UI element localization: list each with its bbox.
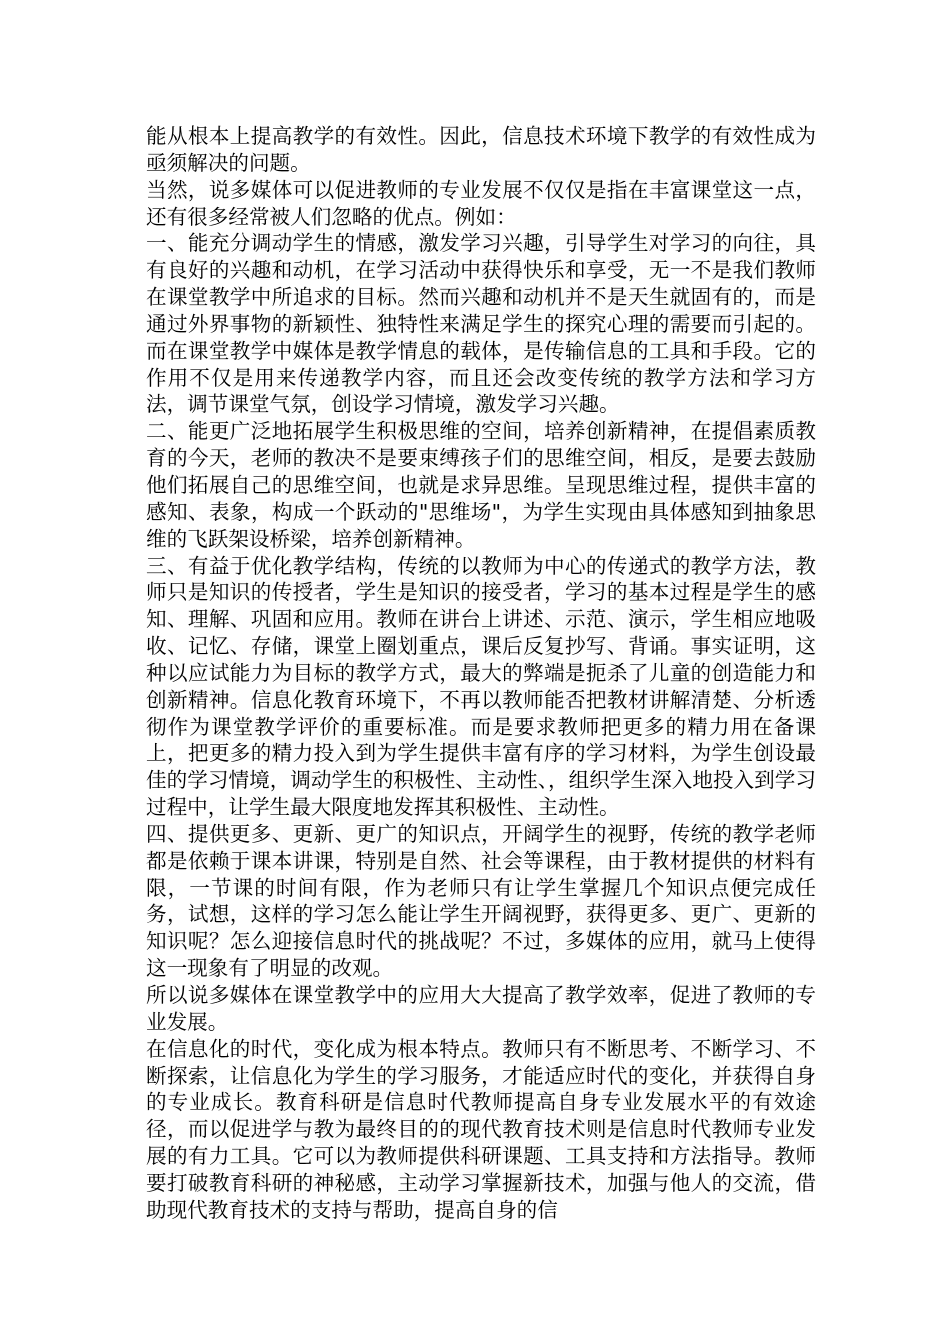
paragraph-information-age: 在信息化的时代，变化成为根本特点。教师只有不断思考、不断学习、不断探索，让信息化为学生的学习服务，才能适应时代的变化，并获得自身的专业成长。教育科研是信息时代教师提高自身专业发展水平的有效途径，而以促进学与教为最终目的的现代教育技术则是信息时代教师专业发展的有力工具。它可以为教师提供科研课题、工具支持和方法指导。教师要打破教育科研的神秘感，主动学习掌握新技术，加强与他人的交流，借助现代教育技术的支持与帮助，提高自身的信 [146,1036,816,1222]
paragraph-advantages-intro: 当然，说多媒体可以促进教师的专业发展不仅仅是指在丰富课堂这一点，还有很多经常被人们忽略的优点。例如： [146,177,816,229]
paragraph-point-three: 三、有益于优化教学结构，传统的以教师为中心的传递式的教学方法，教师只是知识的传授者，学生是知识的接受者，学习的基本过程是学生的感知、理解、巩固和应用。教师在讲台上讲述、示范、演示，学生相应地吸收、记忆、存储，课堂上圈划重点，课后反复抄写、背诵。事实证明，这种以应试能力为目标的教学方式，最大的弊端是扼杀了儿童的创造能力和创新精神。信息化教育环境下，不再以教师能否把教材讲解清楚、分析透彻作为课堂教学评价的重要标准。而是要求教师把更多的精力用在备课上，把更多的精力投入到为学生提供丰富有序的学习材料，为学生创设最佳的学习情境，调动学生的积极性、主动性、，组织学生深入地投入到学习过程中，让学生最大限度地发挥其积极性、主动性。 [146,553,816,820]
paragraph-conclusion: 所以说多媒体在课堂教学中的应用大大提高了教学效率，促进了教师的专业发展。 [146,983,816,1034]
paragraph-point-one: 一、能充分调动学生的情感，激发学习兴趣，引导学生对学习的向往，具有良好的兴趣和动机，在学习活动中获得快乐和享受，无一不是我们教师在课堂教学中所追求的目标。然而兴趣和动机并不是天生就固有的，而是通过外界事物的新颖性、独特性来满足学生的探究心理的需要而引起的。而在课堂教学中媒体是教学情息的载体，是传输信息的工具和手段。它的作用不仅是用来传递教学内容，而且还会改变传统的教学方法和学习方法，调节课堂气氛，创设学习情境，激发学习兴趣。 [146,231,816,417]
paragraph-point-four: 四、提供更多、更新、更广的知识点，开阔学生的视野，传统的教学老师都是依赖于课本讲课，特别是自然、社会等课程，由于教材提供的材料有限，一节课的时间有限，作为老师只有让学生掌握几个知识点便完成任务，试想，这样的学习怎么能让学生开阔视野，获得更多、更广、更新的知识呢？怎么迎接信息时代的挑战呢？不过，多媒体的应用，就马上使得这一现象有了明显的改观。 [146,821,816,981]
paragraph-point-two: 二、能更广泛地拓展学生积极思维的空间，培养创新精神，在提倡素质教育的今天，老师的教决不是要束缚孩子们的思维空间，相反，是要去鼓励他们拓展自己的思维空间，也就是求异思维。呈现思维过程，提供丰富的感知、表象，构成一个跃动的"思维场"，为学生实现由具体感知到抽象思维的飞跃架设桥梁，培养创新精神。 [146,419,816,551]
paragraph-intro-continuation: 能从根本上提高教学的有效性。因此，信息技术环境下教学的有效性成为亟须解决的问题。 [146,124,816,175]
document-page [146,123,816,1224]
